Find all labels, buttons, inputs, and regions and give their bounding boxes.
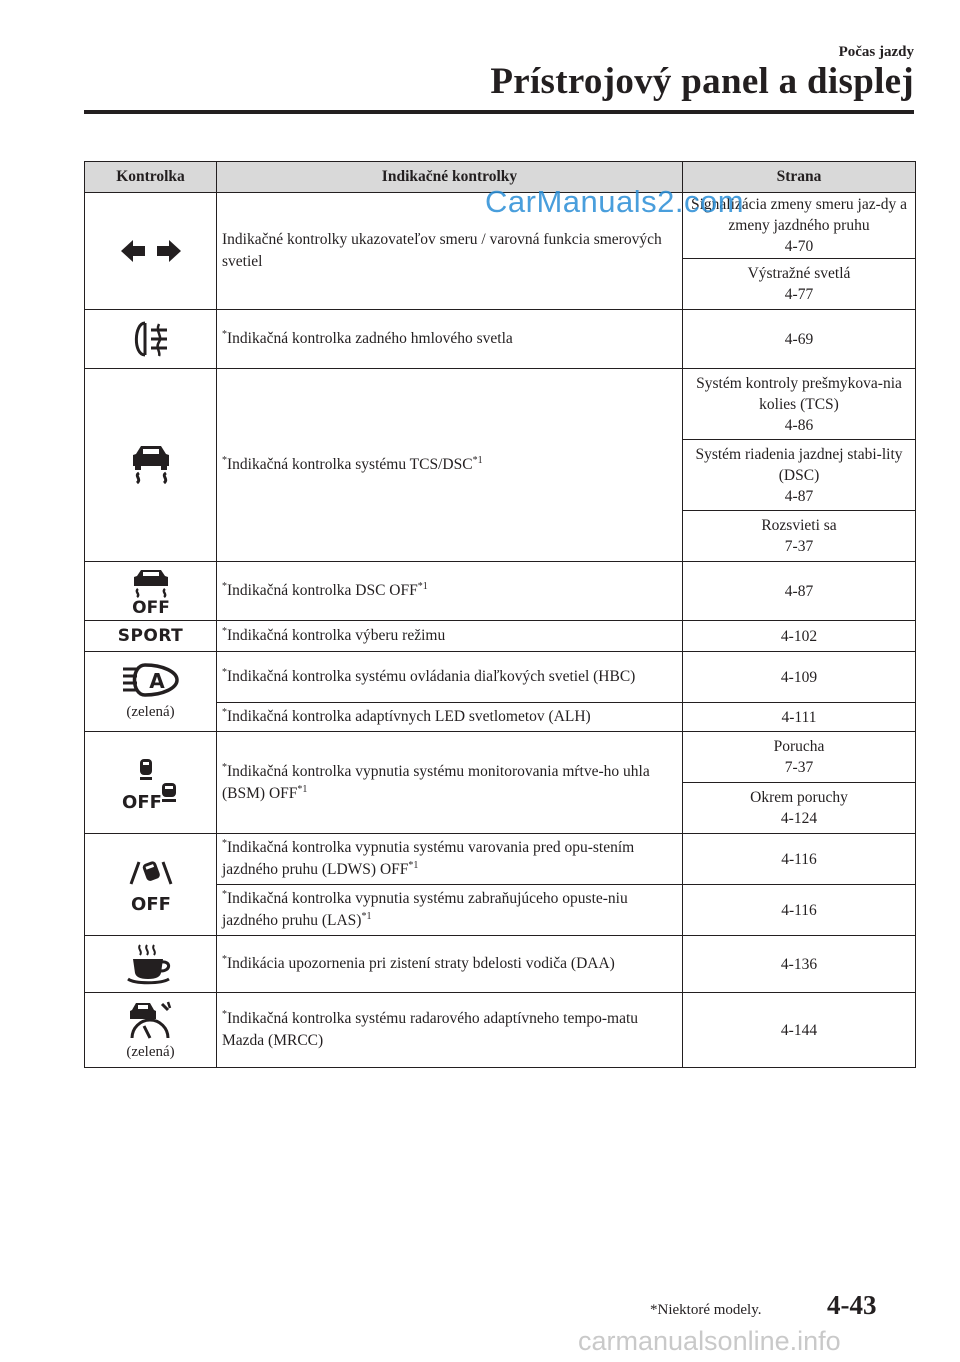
footnote-ref: *1	[408, 859, 419, 871]
column-header: Indikačné kontrolky	[217, 162, 683, 193]
icon-label: OFF	[131, 598, 170, 614]
description-cell	[217, 310, 683, 369]
ldws-off-icon	[125, 858, 177, 912]
page-number: 4-43	[827, 1290, 877, 1320]
rear-fog-light-icon	[131, 320, 171, 358]
description-text: Indikačná kontrolka výberu režimu	[227, 627, 446, 644]
table-row	[85, 834, 916, 885]
page-ref-text: Porucha	[773, 738, 825, 755]
asterisk: *	[222, 837, 227, 849]
page-cell	[683, 440, 916, 511]
page-cell	[683, 562, 916, 621]
page-ref: 4-124	[780, 810, 818, 827]
coffee-cup-icon	[125, 943, 177, 985]
page-ref: 7-37	[784, 538, 814, 555]
page-ref: 7-37	[784, 759, 814, 776]
tcs-dsc-icon	[128, 444, 174, 486]
turn-signal-arrows-icon	[119, 237, 183, 265]
description-text: Indikačná kontrolka systému radarového adaptívneho tempo-matu Mazda (MRCC)	[222, 1010, 639, 1049]
page-ref: 4-86	[784, 416, 814, 434]
column-header: Kontrolka	[85, 162, 217, 193]
table-row	[85, 621, 916, 652]
asterisk: *	[222, 666, 227, 678]
page-cell	[683, 783, 916, 834]
page-ref-text: Systém kontroly prešmykova-nia kolies (TCS)	[696, 374, 902, 413]
table-row	[85, 732, 916, 783]
footnote-ref: *1	[361, 910, 372, 922]
icon-cell	[85, 369, 217, 562]
page-ref: 4-144	[780, 1021, 818, 1039]
asterisk: *	[222, 888, 227, 900]
section-label: Počas jazdy	[838, 44, 914, 60]
table-row	[85, 369, 916, 440]
description-text: Indikačná kontrolka zadného hmlového svetla	[227, 330, 513, 347]
icon-label: OFF	[130, 893, 171, 912]
description-text: Indikačná kontrolka vypnutia systému monitorovania mŕtve-ho uhla (BSM) OFF	[222, 762, 650, 802]
icon-label: A	[148, 669, 165, 693]
table-row	[85, 652, 916, 703]
asterisk: *	[222, 761, 227, 773]
description-text: Indikačná kontrolka vypnutia systému varovania pred opu-stením jazdného pruhu (LDWS) OFF	[222, 839, 635, 878]
description-text: Indikačná kontrolka systému ovládania diaľkových svetiel (HBC)	[227, 668, 636, 685]
page-ref: 4-136	[780, 955, 818, 973]
icon-cell	[85, 732, 217, 834]
page-ref: 4-102	[780, 627, 818, 645]
page-title: Prístrojový panel a displej	[490, 61, 914, 102]
page-ref: 4-87	[784, 487, 814, 505]
hbc-icon	[121, 662, 181, 700]
page-ref: 4-111	[781, 708, 817, 726]
description-cell	[217, 703, 683, 732]
header-rule	[84, 110, 914, 114]
description-cell	[217, 652, 683, 703]
page-cell	[683, 834, 916, 885]
page-cell	[683, 621, 916, 652]
table-row	[85, 310, 916, 369]
watermark: CarManuals2.com	[485, 184, 745, 219]
mrcc-icon	[126, 1000, 176, 1040]
description-cell	[217, 885, 683, 936]
description-cell	[217, 834, 683, 885]
table-row	[85, 993, 916, 1068]
page-cell	[683, 703, 916, 732]
icon-cell	[85, 621, 217, 652]
footnote-ref: *1	[417, 580, 428, 592]
icon-cell	[85, 193, 217, 310]
page-cell	[683, 732, 916, 783]
page-ref: 4-69	[784, 330, 814, 348]
description-cell	[217, 993, 683, 1068]
page-cell	[683, 936, 916, 993]
page-ref-text: Výstražné svetlá	[747, 265, 851, 282]
column-header: Strana	[683, 162, 916, 193]
icon-label: OFF	[121, 791, 162, 811]
description-cell	[217, 621, 683, 652]
dsc-off-icon	[126, 568, 176, 614]
footnote: *Niektoré modely.	[650, 1302, 762, 1318]
page-cell	[683, 369, 916, 440]
description-text: Indikácia upozornenia pri zistení straty bdelosti vodiča (DAA)	[227, 955, 615, 972]
description-text: Indikačné kontrolky ukazovateľov smeru / varovná funkcia smerových svetiel	[222, 231, 662, 270]
indicator-table	[84, 161, 916, 1068]
table-row	[85, 562, 916, 621]
description-cell	[217, 732, 683, 834]
page-cell	[683, 511, 916, 562]
page-ref-text: Okrem poruchy	[750, 789, 848, 806]
description-text: Indikačná kontrolka DSC OFF	[227, 582, 418, 599]
asterisk: *	[222, 953, 227, 965]
description-text: Indikačná kontrolka adaptívnych LED svetlometov (ALH)	[227, 708, 591, 725]
page-ref-text: Signalizácia zmeny smeru jaz-dy a zmeny jazdného pruhu	[690, 196, 908, 234]
icon-cell	[85, 310, 217, 369]
bsm-off-icon	[120, 755, 182, 811]
icon-cell	[85, 936, 217, 993]
sport-mode-icon: SPORT	[117, 626, 184, 646]
icon-cell	[85, 834, 217, 936]
page-ref: 4-109	[780, 668, 818, 686]
icon-caption: (zelená)	[126, 1043, 175, 1060]
page-ref: 4-116	[781, 850, 817, 868]
asterisk: *	[222, 328, 227, 340]
table-row	[85, 936, 916, 993]
asterisk: *	[222, 454, 227, 466]
icon-caption: (zelená)	[126, 704, 175, 720]
description-cell	[217, 369, 683, 562]
description-cell	[217, 936, 683, 993]
icon-cell	[85, 562, 217, 621]
icon-cell	[85, 993, 217, 1068]
asterisk: *	[222, 706, 227, 718]
page-ref: 4-87	[784, 582, 814, 600]
page-cell	[683, 259, 916, 310]
footer-watermark: carmanualsonline.info	[578, 1326, 841, 1356]
page-ref: 4-70	[784, 238, 814, 255]
asterisk: *	[222, 580, 227, 592]
page-cell	[683, 310, 916, 369]
footnote-ref: *1	[472, 454, 483, 466]
description-text: Indikačná kontrolka vypnutia systému zabraňujúceho opuste-niu jazdného pruhu (LAS)	[222, 890, 628, 929]
page-ref-text: Systém riadenia jazdnej stabi-lity (DSC)	[695, 445, 903, 484]
page-ref-text: Rozsvieti sa	[761, 517, 837, 534]
description-cell	[217, 562, 683, 621]
page-ref: 4-116	[781, 901, 817, 919]
description-text: Indikačná kontrolka systému TCS/DSC	[227, 456, 473, 473]
page-cell	[683, 993, 916, 1068]
footnote-ref: *1	[297, 783, 308, 795]
icon-cell	[85, 652, 217, 732]
page-ref: 4-77	[784, 286, 814, 303]
asterisk: *	[222, 625, 227, 637]
asterisk: *	[222, 1008, 227, 1020]
page-cell	[683, 885, 916, 936]
page-cell	[683, 652, 916, 703]
